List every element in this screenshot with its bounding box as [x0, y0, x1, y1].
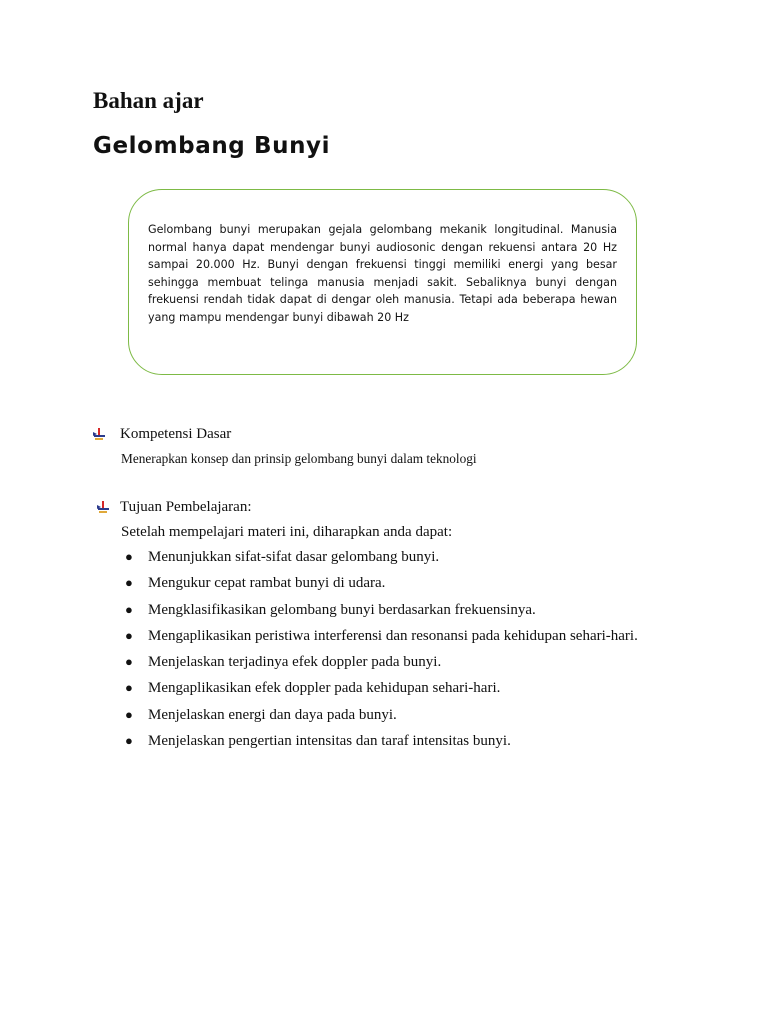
list-item-text: Menjelaskan pengertian intensitas dan taraf intensitas bunyi.	[148, 733, 511, 750]
list-item-text: Menjelaskan terjadinya efek doppler pada bunyi.	[148, 654, 442, 671]
list-item-text: Mengukur cepat rambat bunyi di udara.	[148, 575, 386, 592]
list-item-text: Menunjukkan sifat-sifat dasar gelombang bunyi.	[148, 549, 440, 565]
list-item-text: Mengaplikasikan efek doppler pada kehidupan sehari-hari.	[148, 680, 501, 697]
bullet-dot-icon: ●	[125, 733, 133, 749]
objectives-heading	[96, 497, 252, 517]
arrow-bullet-icon	[92, 427, 106, 441]
competency-text: Menerapkan konsep dan prinsip gelombang bunyi dalam teknologi	[121, 451, 477, 466]
page-title: Gelombang Bunyi	[93, 133, 331, 159]
bullet-dot-icon: ●	[125, 627, 133, 643]
list-item	[121, 572, 638, 598]
objectives-intro: Setelah mempelajari materi ini, diharapkan anda dapat:	[121, 524, 453, 540]
bullet-dot-icon: ●	[125, 549, 133, 564]
bullet-dot-icon: ●	[125, 654, 133, 670]
arrow-bullet-icon	[96, 500, 110, 514]
objectives-heading-label: Tujuan Pembelajaran:	[120, 499, 252, 515]
list-item	[121, 599, 638, 625]
list-item	[121, 677, 638, 703]
objectives-list	[121, 546, 638, 756]
list-item	[121, 625, 638, 651]
list-item	[121, 730, 638, 756]
list-item-text: Mengaplikasikan peristiwa interferensi dan resonansi pada kehidupan sehari-hari.	[148, 627, 638, 644]
bullet-dot-icon: ●	[125, 706, 133, 722]
bullet-dot-icon: ●	[125, 601, 133, 617]
list-item	[121, 651, 638, 677]
list-item	[121, 546, 638, 572]
summary-text: Gelombang bunyi merupakan gejala gelombang mekanik longitudinal. Manusia normal hanya dapat mendengar bunyi audiosonic dengan rekuensi antara 20 Hz sampai 20.000 Hz. Bunyi dengan frekuensi tinggi memiliki energi yang besar sehingga membuat telinga manusia menjadi sakit. Sebaliknya bunyi dengan frekuensi rendah tidak dapat di dengar oleh manusia. Tetapi ada beberapa hewan yang mampu mendengar bunyi dibawah 20 Hz	[148, 223, 617, 324]
list-item-text: Mengklasifikasikan gelombang bunyi berdasarkan frekuensinya.	[148, 601, 536, 618]
competency-heading-label: Kompetensi Dasar	[120, 426, 232, 442]
list-item	[121, 704, 638, 730]
bullet-dot-icon: ●	[125, 575, 133, 591]
list-item-text: Menjelaskan energi dan daya pada bunyi.	[148, 706, 397, 723]
competency-heading	[92, 424, 231, 444]
bullet-dot-icon: ●	[125, 680, 133, 696]
document-label: Bahan ajar	[93, 88, 204, 113]
